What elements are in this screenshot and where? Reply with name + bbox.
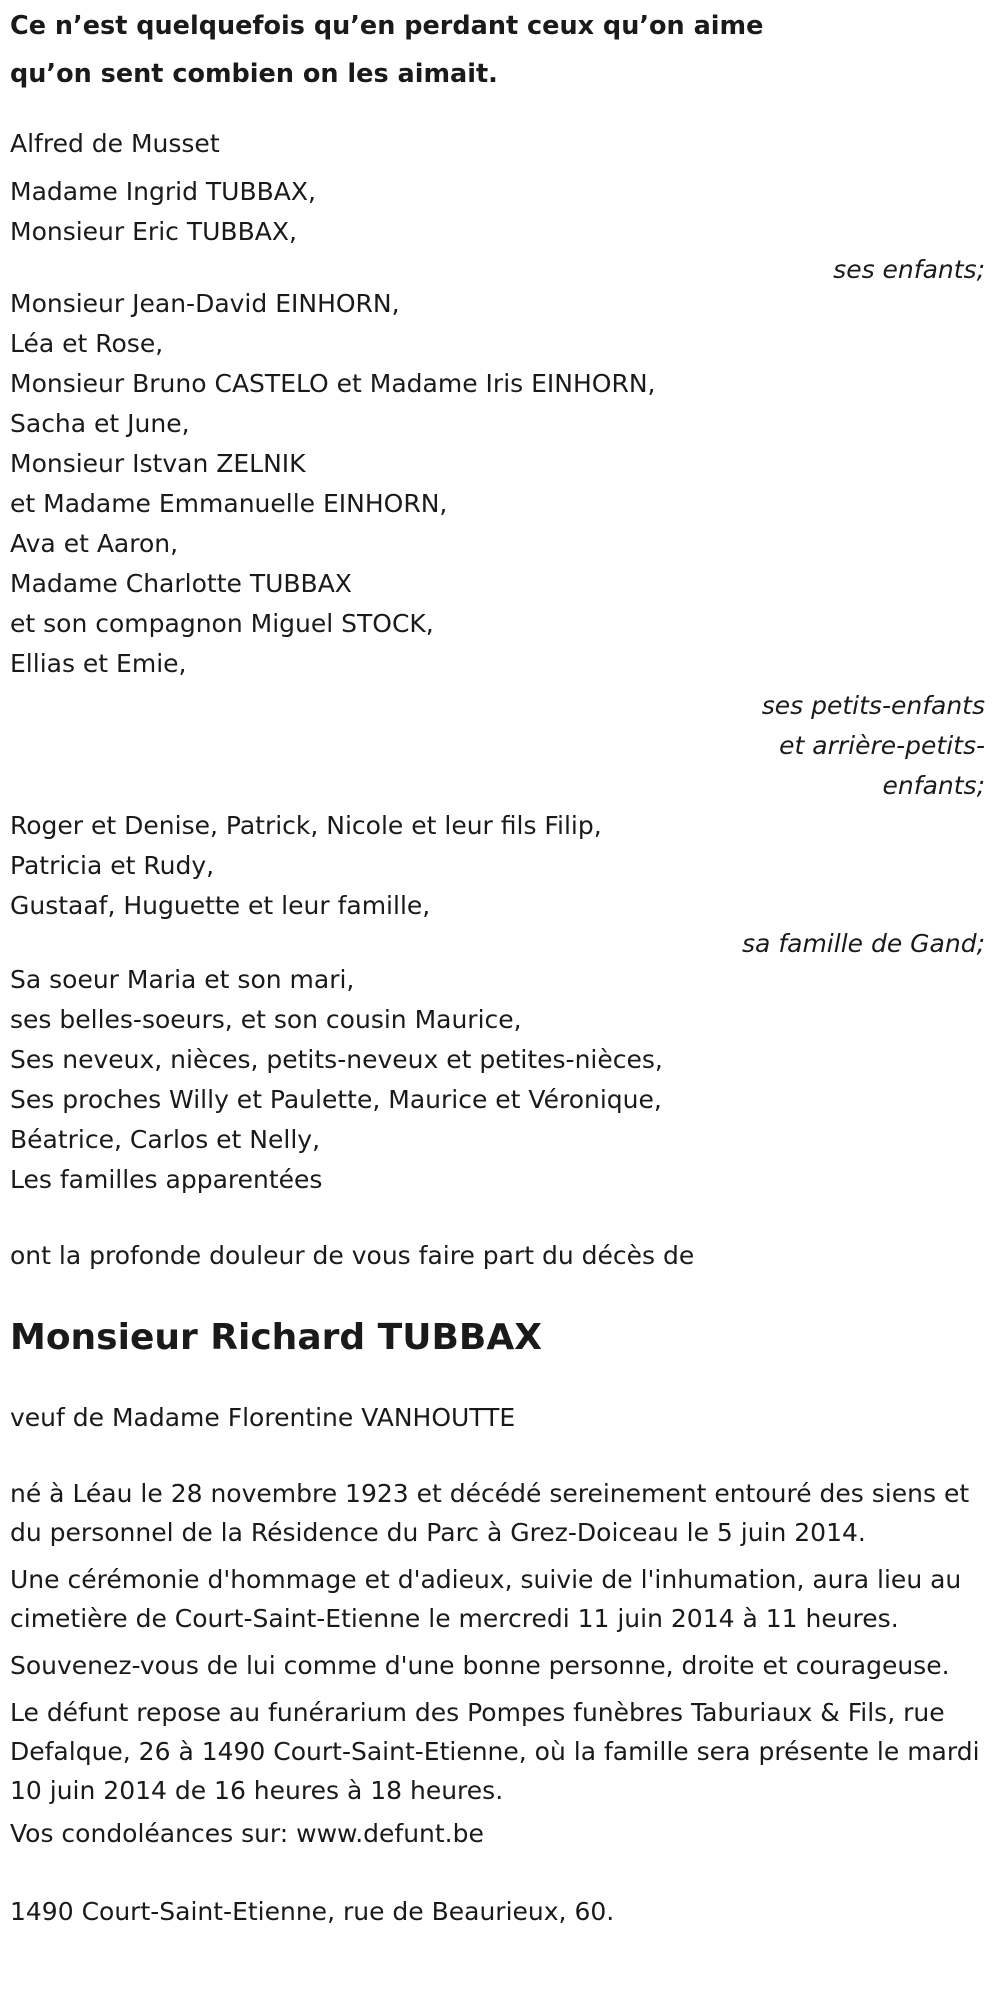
family-name-line: Léa et Rose, — [10, 329, 164, 358]
relation-label-grandchildren — [10, 686, 985, 806]
quote-author: Alfred de Musset — [10, 129, 220, 158]
family-name-line: Monsieur Bruno CASTELO et Madame Iris EINHORN, — [10, 369, 656, 398]
other-relatives-group — [10, 960, 985, 1200]
announcement-intro: ont la profonde douleur de vous faire part du décès de — [10, 1241, 695, 1270]
family-name-line: Ellias et Emie, — [10, 649, 187, 678]
family-name-line: Béatrice, Carlos et Nelly, — [10, 1125, 321, 1154]
family-name-line: Monsieur Eric TUBBAX, — [10, 217, 297, 246]
family-name-line: Monsieur Jean-David EINHORN, — [10, 289, 400, 318]
family-name-line: et son compagnon Miguel STOCK, — [10, 609, 434, 638]
family-name-line: Les familles apparentées — [10, 1165, 323, 1194]
family-name-line: Ava et Aaron, — [10, 529, 179, 558]
relation-label-children: ses enfants; — [833, 255, 985, 284]
family-name-line: Madame Ingrid TUBBAX, — [10, 177, 316, 206]
birth-death-paragraph: né à Léau le 28 novembre 1923 et décédé sereinement entouré des siens et du personnel de la Résidence du Parc à Grez-Doiceau le 5 juin 2014. — [10, 1479, 970, 1547]
deceased-name: Monsieur Richard TUBBAX — [10, 1317, 542, 1358]
widow-of: veuf de Madame Florentine VANHOUTTE — [10, 1403, 516, 1432]
family-name-line: Gustaaf, Huguette et leur famille, — [10, 891, 431, 920]
family-name-line: Roger et Denise, Patrick, Nicole et leur fils Filip, — [10, 811, 602, 840]
quote-line-1: Ce n’est quelquefois qu’en perdant ceux qu’on aime — [10, 11, 764, 41]
remembrance-paragraph: Souvenez-vous de lui comme d'une bonne personne, droite et courageuse. — [10, 1651, 950, 1680]
family-name-line: Madame Charlotte TUBBAX — [10, 569, 352, 598]
ghent-family-group — [10, 806, 985, 964]
relation-label-line: ses petits-enfants — [761, 691, 985, 720]
family-name-line: Sacha et June, — [10, 409, 190, 438]
family-name-line: Monsieur Istvan ZELNIK — [10, 449, 306, 478]
quote-line-2: qu’on sent combien on les aimait. — [10, 59, 498, 89]
children-group — [10, 172, 985, 290]
condolences-link[interactable]: Vos condoléances sur: www.defunt.be — [10, 1819, 484, 1848]
ceremony-paragraph: Une cérémonie d'hommage et d'adieux, suivie de l'inhumation, aura lieu au cimetière de Court-Saint-Etienne le mercredi 11 juin 2014 à 11 heures. — [10, 1565, 962, 1633]
grandchildren-group — [10, 284, 985, 806]
relation-label-line: et arrière-petits- — [779, 731, 985, 760]
funeral-home-paragraph: Le défunt repose au funérarium des Pompes funèbres Taburiaux & Fils, rue Defalque, 26 à 1490 Court-Saint-Etienne, où la famille sera présente le mardi 10 juin 2014 de 16 heures à 18 heures. — [10, 1698, 980, 1805]
relation-label-line: enfants; — [882, 771, 985, 800]
family-name-line: ses belles-soeurs, et son cousin Maurice, — [10, 1005, 522, 1034]
family-name-line: Ses proches Willy et Paulette, Maurice et Véronique, — [10, 1085, 662, 1114]
family-name-line: Patricia et Rudy, — [10, 851, 215, 880]
family-address: 1490 Court-Saint-Etienne, rue de Beaurieux, 60. — [10, 1897, 615, 1926]
epigraph-quote — [10, 0, 985, 98]
obituary-notice — [10, 0, 985, 1932]
relation-label-ghent: sa famille de Gand; — [742, 929, 985, 958]
family-name-line: Ses neveux, nièces, petits-neveux et petites-nièces, — [10, 1045, 663, 1074]
family-name-line: Sa soeur Maria et son mari, — [10, 965, 355, 994]
family-name-line: et Madame Emmanuelle EINHORN, — [10, 489, 448, 518]
